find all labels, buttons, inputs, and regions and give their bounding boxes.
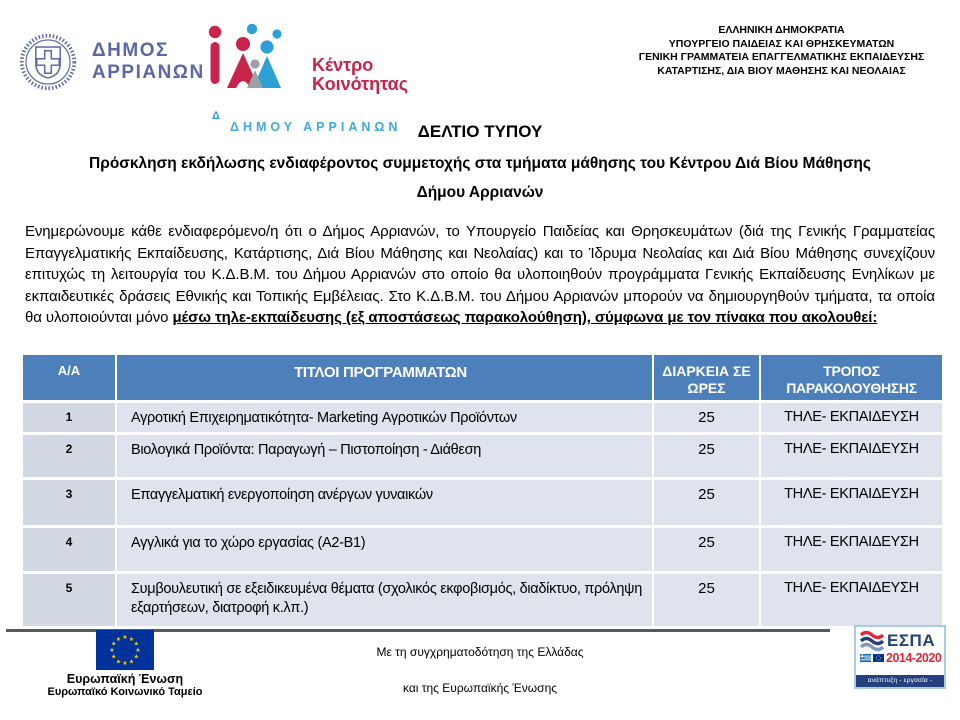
row-num: 4 <box>23 528 115 571</box>
body-emphasis: μέσω τηλε-εκπαίδευσης (εξ αποστάσεως παρακολούθηση), σύμφωνα με τον πίνακα που ακολουθεί: <box>172 309 878 327</box>
row-duration: 25 <box>654 480 759 525</box>
eu-union-label: Ευρωπαϊκή Ένωση <box>66 672 184 686</box>
greek-emblem-icon <box>18 32 78 92</box>
gov-line-1: ΕΛΛΗΝΙΚΗ ΔΗΜΟΚΡΑΤΙΑ <box>718 24 845 36</box>
eu-flag-icon <box>96 630 154 670</box>
community-center-subtitle: ΔΗΜΟΥ ΑΡΡΙΑΝΩΝ <box>230 120 402 134</box>
programs-table <box>23 355 938 626</box>
col-header-num: Α/Α <box>23 355 115 400</box>
page-title: ΔΕΛΤΙΟ ΤΥΠΟΥ <box>417 122 543 141</box>
subtitle-line2: Δήμου Αρριανών <box>416 184 544 201</box>
eu-mini-flag-icon <box>873 654 884 662</box>
community-center-delta: Δ <box>212 110 220 122</box>
row-duration: 25 <box>654 435 759 477</box>
body-text: Ενημερώνουμε κάθε ενδιαφερόμενο/η ότι ο Δήμος Αρριανών, το Υπουργείο Παιδείας και Θρησκευμάτων (διά της Γενικής Γραμματείας Επαγγελματικής Εκπαίδευσης, Κατάρτισης, Διά Βίου Μάθησης και Νεολαίας) και το Ίδρυμα Νεολαίας και Διά Βίου Μάθησης συνεχίζουν επιτυχώς τη λειτουργία του Κ.Δ.Β.Μ. του Δήμου Αρριανών στο οποίο θα υλοποιηθούν προγράμματα Γενικής Εκπαίδευσης Ενηλίκων με εκπαιδευτικές δράσεις Εθνικής και Τοπικής Εμβέλειας. Στο Κ.Δ.Β.Μ. του Δήμου Αρριανών μπορούν να δημιουργηθούν τμήματα, τα οποία θα υλοποιούνται μόνο <box>25 223 935 327</box>
table-row <box>23 435 938 477</box>
row-num: 2 <box>23 435 115 477</box>
cofinance-line1: Με τη συγχρηματοδότηση της Ελλάδας <box>376 645 584 659</box>
svg-text:★: ★ <box>115 658 122 666</box>
table-row <box>23 528 938 571</box>
gov-line-4: ΚΑΤΑΡΤΙΣΗΣ, ΔΙΑ ΒΙΟΥ ΜΑΘΗΣΗΣ ΚΑΙ ΝΕΟΛΑΙΑΣ <box>657 64 906 77</box>
eu-funding-block <box>30 630 220 698</box>
svg-text:★: ★ <box>133 640 139 648</box>
eu-social-fund-label: Ευρωπαϊκό Κοινωνικό Ταμείο <box>47 686 203 698</box>
government-header <box>609 24 954 78</box>
svg-text:★: ★ <box>115 635 122 643</box>
svg-text:★: ★ <box>111 640 117 648</box>
row-title: Επαγγελματική ενεργοποίηση ανέργων γυναικών <box>117 480 652 525</box>
col-header-title: ΤΙΤΛΟΙ ΠΡΟΓΡΑΜΜΑΤΩΝ <box>117 355 652 400</box>
espa-waves-icon <box>859 630 885 652</box>
svg-text:★: ★ <box>111 653 117 661</box>
cofinance-line2: και της Ευρωπαϊκής Ένωσης <box>402 681 558 695</box>
col-header-method: ΤΡΟΠΟΣ ΠΑΡΑΚΟΛΟΥΘΗΣΗΣ <box>761 355 942 400</box>
svg-text:★: ★ <box>122 660 128 668</box>
people-figures-icon <box>205 22 307 108</box>
row-duration: 25 <box>654 403 759 432</box>
row-method: ΤΗΛΕ- ΕΚΠΑΙΔΕΥΣΗ <box>761 435 942 477</box>
row-duration: 25 <box>654 528 759 571</box>
row-num: 1 <box>23 403 115 432</box>
body-paragraph <box>25 221 935 329</box>
espa-logo <box>854 625 946 696</box>
row-title: Βιολογικά Προϊόντα: Παραγωγή – Πιστοποίηση - Διάθεση <box>117 435 652 477</box>
espa-period: 2014-2020 <box>886 651 942 665</box>
community-center-name-line2: Κοινότητας <box>312 74 409 94</box>
table-row <box>23 403 938 432</box>
espa-motto: ανάπτυξη - εργασία - αλληλεγγύη <box>856 675 944 687</box>
community-center-name-line1: Κέντρο <box>312 55 374 75</box>
svg-text:★: ★ <box>128 658 135 666</box>
row-num: 3 <box>23 480 115 525</box>
row-method: ΤΗΛΕ- ΕΚΠΑΙΔΕΥΣΗ <box>761 403 942 432</box>
svg-text:★: ★ <box>122 634 128 642</box>
row-title: Αγγλικά για το χώρο εργασίας (Α2-Β1) <box>117 528 652 571</box>
espa-name: ΕΣΠΑ <box>887 631 936 650</box>
svg-text:★: ★ <box>133 653 139 661</box>
row-method: ΤΗΛΕ- ΕΚΠΑΙΔΕΥΣΗ <box>761 528 942 571</box>
greek-flag-icon <box>860 654 871 662</box>
municipality-logo <box>18 32 205 92</box>
table-header-row <box>23 355 938 400</box>
row-duration: 25 <box>654 574 759 626</box>
row-method: ΤΗΛΕ- ΕΚΠΑΙΔΕΥΣΗ <box>761 574 942 626</box>
municipality-name-line2: ΑΡΡΙΑΝΩΝ <box>92 62 205 83</box>
table-row <box>23 574 938 626</box>
row-title: Συμβουλευτική σε εξειδικευμένα θέματα (σχολικός εκφοβισμός, διαδίκτυο, πρόληψη εξαρτήσεων, διατροφή κ.λπ.) <box>117 574 652 626</box>
svg-text:★: ★ <box>128 635 135 643</box>
municipality-name-line1: ΔΗΜΟΣ <box>92 40 169 61</box>
svg-text:★: ★ <box>135 647 141 655</box>
col-header-duration: ΔΙΑΡΚΕΙΑ ΣΕ ΩΡΕΣ <box>654 355 759 400</box>
gov-line-2: ΥΠΟΥΡΓΕΙΟ ΠΑΙΔΕΙΑΣ ΚΑΙ ΘΡΗΣΚΕΥΜΑΤΩΝ <box>668 37 895 50</box>
table-row <box>23 480 938 525</box>
gov-line-3: ΓΕΝΙΚΗ ΓΡΑΜΜΑΤΕΙΑ ΕΠΑΓΓΕΛΜΑΤΙΚΗΣ ΕΚΠΑΙΔΕΥΣΗΣ <box>638 51 925 63</box>
svg-text:★: ★ <box>109 647 115 655</box>
row-method: ΤΗΛΕ- ΕΚΠΑΙΔΕΥΣΗ <box>761 480 942 525</box>
subtitle-line1: Πρόσκληση εκδήλωσης ενδιαφέροντος συμμετοχής στα τμήματα μάθησης του Κέντρου Διά Βίου Μάθησης <box>89 155 871 172</box>
row-num: 5 <box>23 574 115 626</box>
row-title: Αγροτική Επιχειρηματικότητα- Marketing Αγροτικών Προϊόντων <box>117 403 652 432</box>
